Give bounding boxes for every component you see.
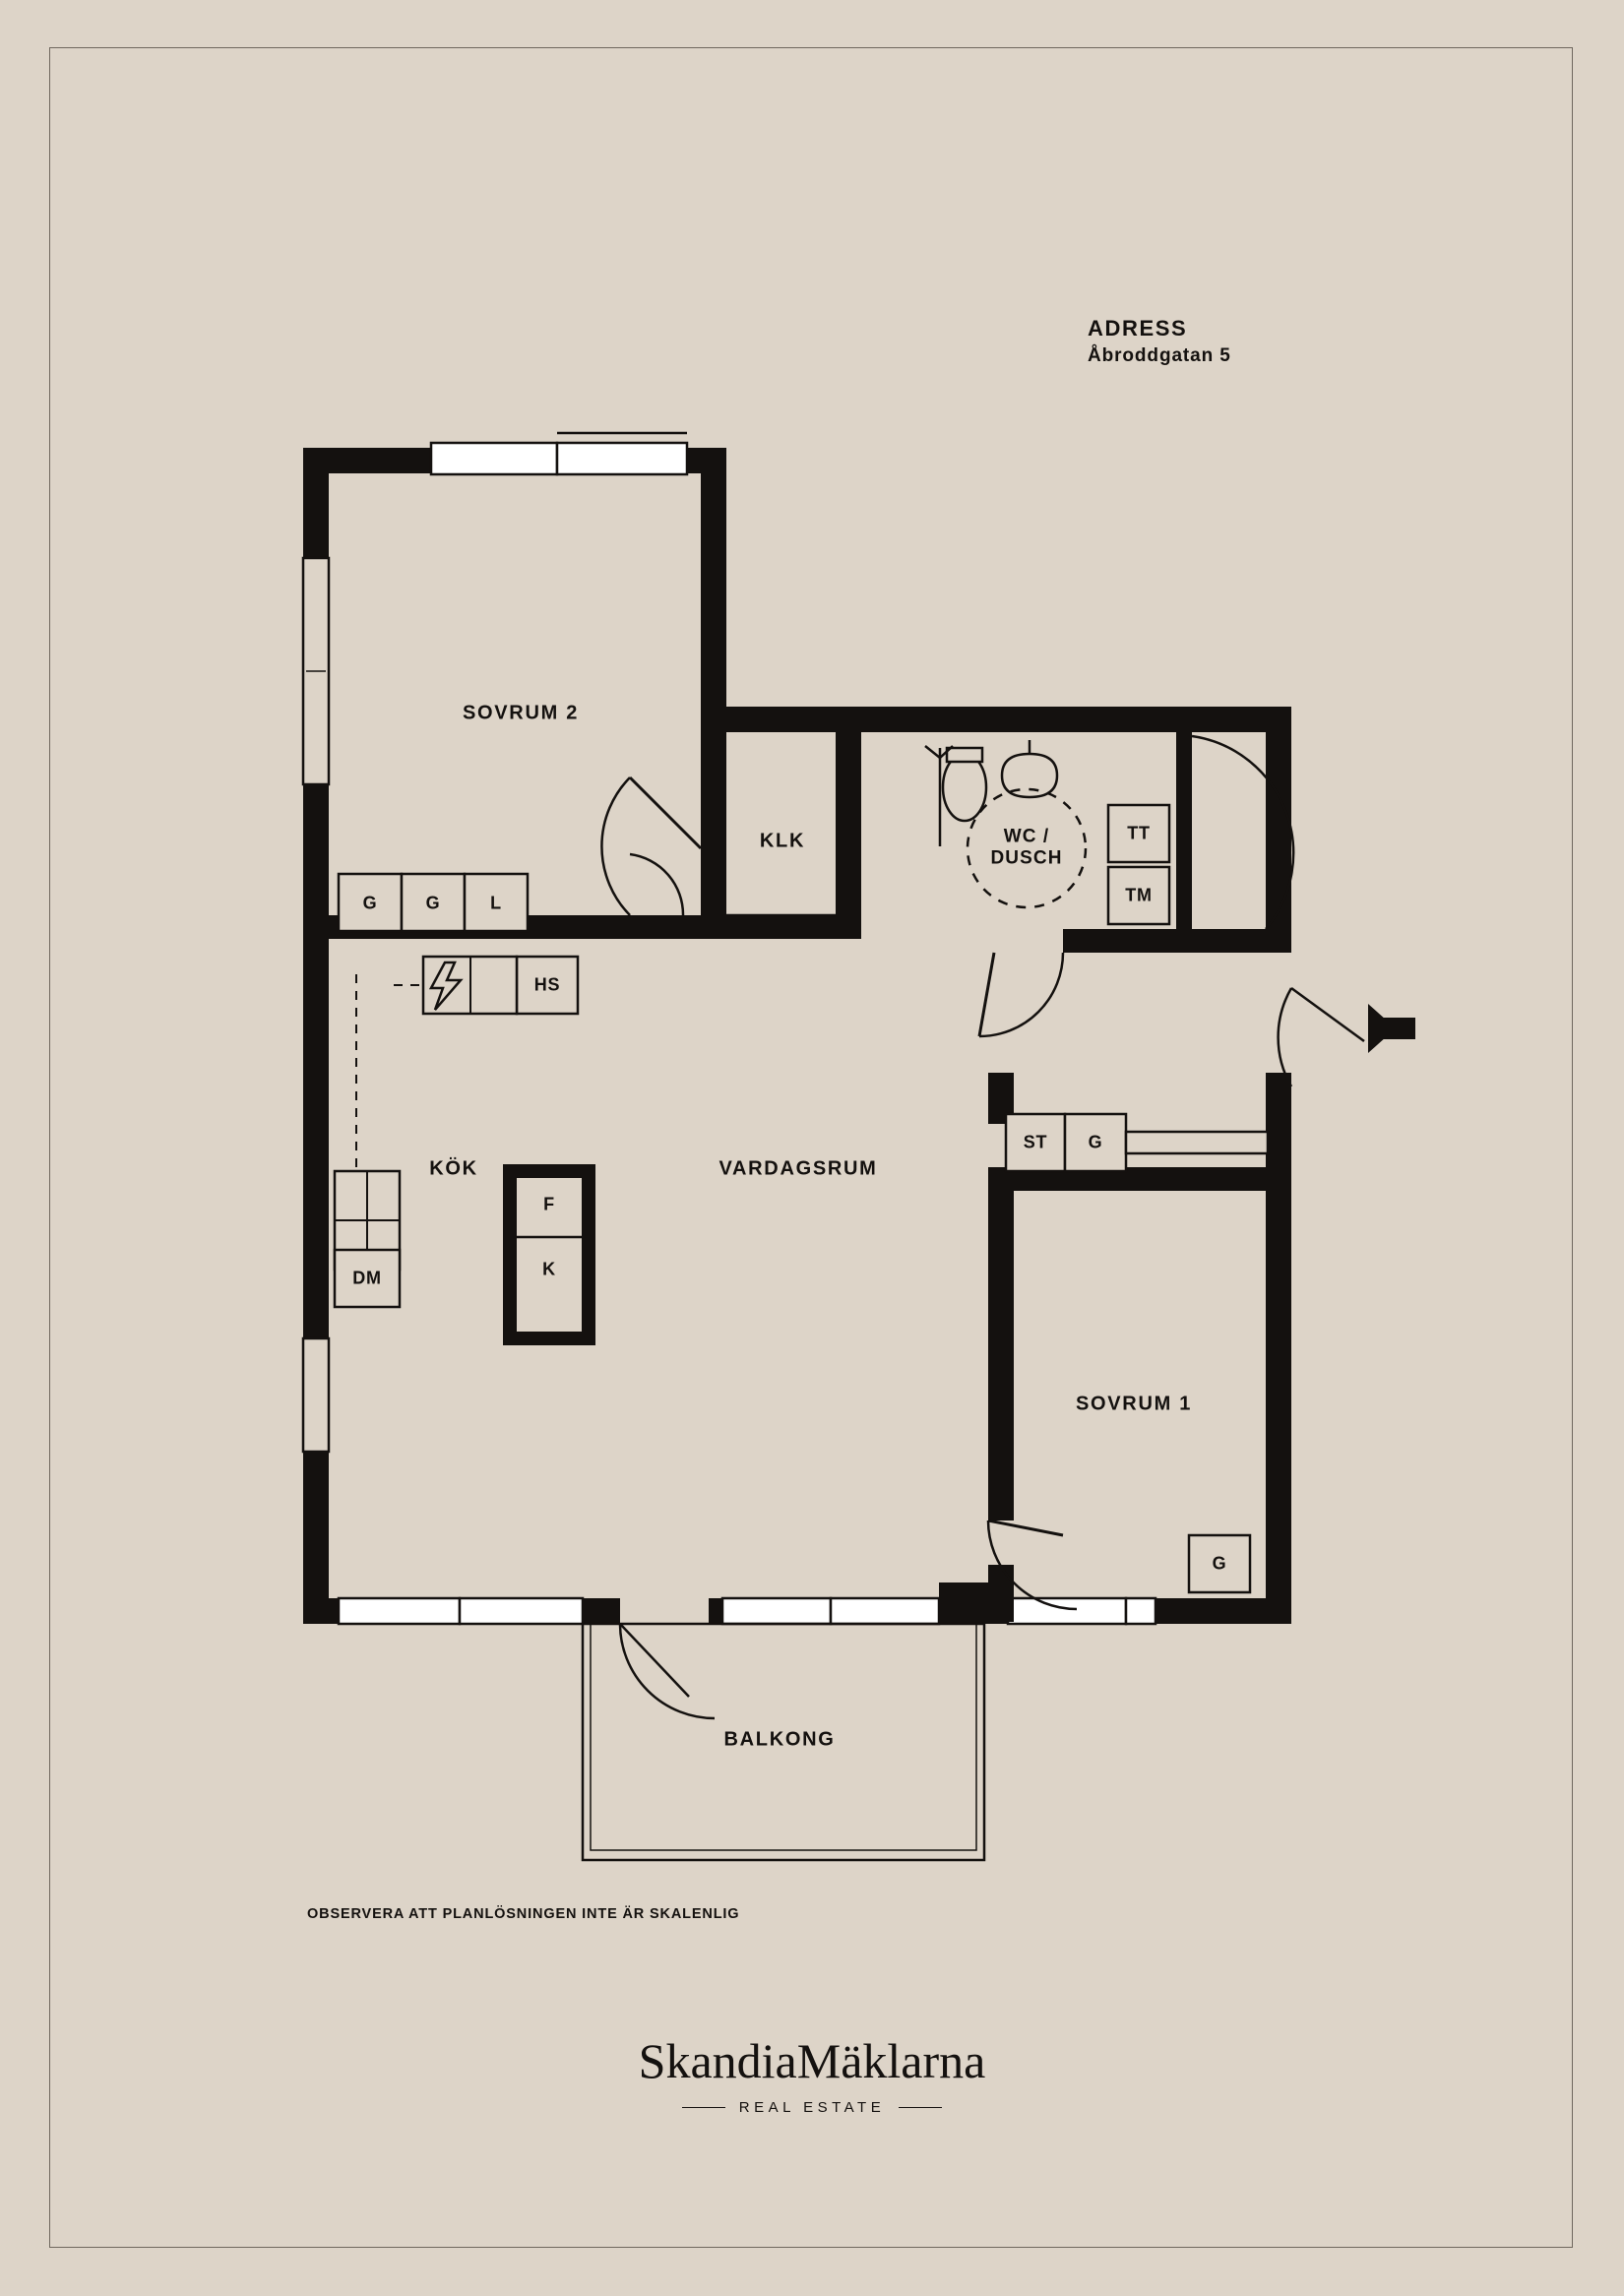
address-title: ADRESS [1088,316,1188,341]
room-label-kok: KÖK [429,1157,478,1180]
window-bottom-6 [1126,1598,1156,1624]
door-bath-leaf [979,953,994,1036]
wall-bath-bottom [1063,929,1266,953]
wall-right-lower [1266,1073,1291,1624]
wall-sovrum1-left [988,1191,1014,1520]
scale-disclaimer: OBSERVERA ATT PLANLÖSNINGEN INTE ÄR SKALENLIG [307,1906,740,1922]
window-bottom-5 [1008,1598,1126,1624]
tagline-rule-right [899,2107,942,2109]
wc-line-2: DUSCH [990,848,1063,869]
balcony-door-opening [620,1598,709,1624]
sink-icon [1002,754,1057,797]
door-balcony-leaf [620,1624,689,1697]
door-sovrum2-arc [601,777,630,915]
wall-klk-bottom [683,915,861,939]
fixture-label-closet-l: L [490,893,502,913]
door-entry-leaf [1291,988,1364,1041]
window-bottom-1 [339,1598,460,1624]
tagline-rule-left [682,2107,725,2109]
door-sovrum2-leaf [630,777,701,848]
fixture-label-closet-g3: G [1088,1132,1103,1152]
wall-bottom-pier-1 [583,1598,620,1624]
fixture-label-fridge-f: F [543,1194,555,1214]
window-bottom-3 [722,1598,831,1624]
brand-tagline [0,2099,1624,2116]
wall-right-entry [1266,929,1291,955]
wall-bath-left [836,732,861,939]
fixture-label-st: ST [1023,1132,1048,1152]
fixture-label-closet-g1: G [362,893,378,913]
fixture-label-hs: HS [533,974,561,995]
fixture-label-closet-g2: G [425,893,441,913]
toilet-tank-icon [947,748,982,762]
fixture-label-freezer-k: K [542,1259,556,1279]
fixture-label-tm: TM [1125,885,1153,905]
window-bottom-2 [460,1598,583,1624]
window-bottom-4 [831,1598,939,1624]
fixture-label-tt: TT [1127,823,1151,843]
fixture-label-closet-g4: G [1212,1553,1227,1574]
wall-laundry-right [1176,732,1192,929]
fixture-label-dm: DM [352,1268,382,1288]
wall-left-window2 [303,1338,329,1452]
wall-sovrum1-left-lower [988,1565,1014,1622]
wall-sovrum2-bottom-2 [585,915,703,939]
wall-right-upper [1266,707,1291,953]
room-label-balkong: BALKONG [723,1728,836,1751]
wc-line-1: WC / [1003,826,1050,847]
wall-bottom-left [303,1598,339,1624]
wall-left-mid [303,784,329,932]
fixture-closet-shelf [1126,1132,1268,1153]
wall-sovrum2-right [701,448,726,718]
wall-bottom-right [1156,1598,1291,1624]
room-label-sovrum-1: SOVRUM 1 [1075,1393,1193,1415]
wall-left-bottom [303,1452,329,1624]
brand-logo [0,2032,1624,2116]
entry-arrow [1368,1004,1415,1053]
room-label-klk: KLK [759,830,806,852]
door-sovrum1-leaf [988,1520,1063,1535]
wall-klk-left [701,732,726,915]
room-label-wc-dusch [990,827,1062,871]
wall-left-lower1 [303,932,329,1338]
wall-top-window-a [431,443,557,474]
wall-top-window-b [557,443,687,474]
wall-bottom-pier-2 [709,1598,722,1624]
tagline-text: REAL ESTATE [738,2099,886,2116]
door-entry-arc [1279,988,1291,1086]
wall-entry-right-stub [1266,953,1291,988]
wall-top-left [303,448,431,473]
brand-name: SkandiaMäklarna [638,2033,986,2088]
room-label-sovrum-2: SOVRUM 2 [462,702,580,724]
address-value: Åbroddgatan 5 [1088,344,1231,366]
door-klk-arc [630,854,683,915]
room-label-vardagsrum: VARDAGSRUM [718,1157,878,1180]
